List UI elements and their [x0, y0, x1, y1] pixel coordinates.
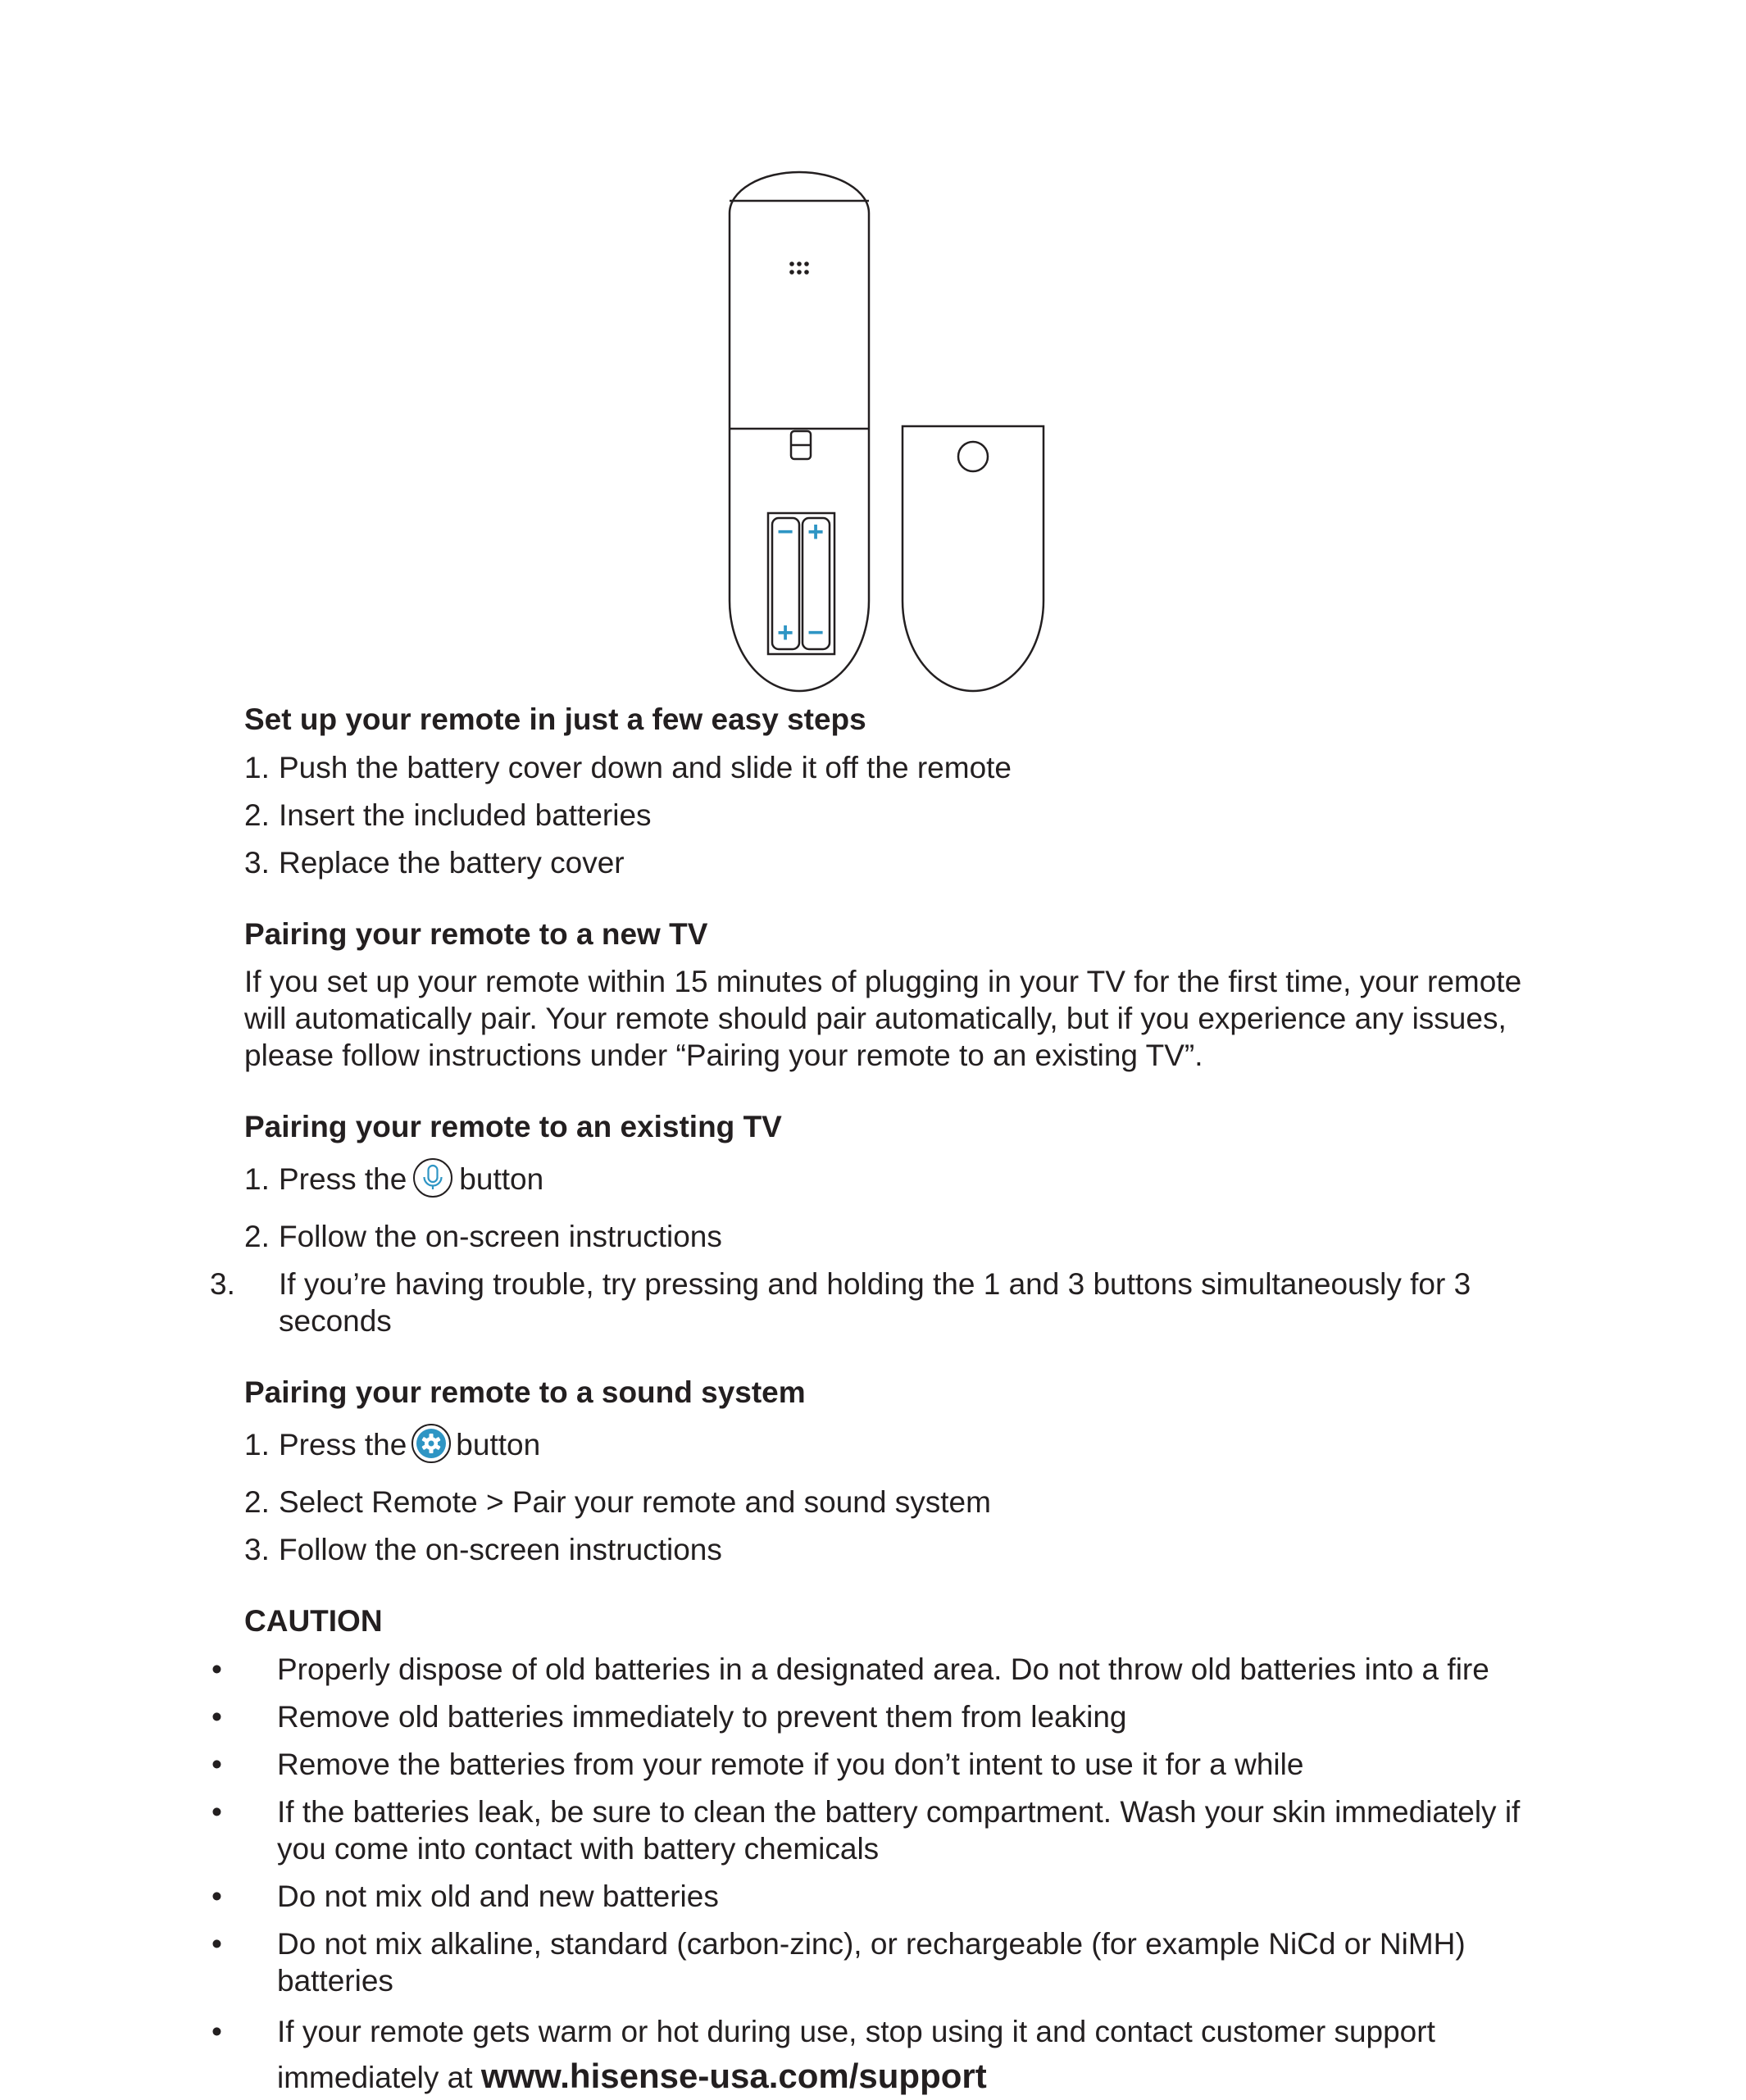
caution-item: • If the batteries leak, be sure to clean the battery compartment. Wash your skin immediately if you come into contact with battery chemicals — [211, 1795, 1521, 1866]
setup-step-3: 3. Replace the battery cover — [244, 846, 625, 880]
caution-section — [211, 1602, 1556, 2100]
sound-system-step-1: 1. Press the button — [244, 1422, 1556, 1473]
polarity-bottom-left: + — [777, 617, 793, 648]
caution-item: • Properly dispose of old batteries in a designated area. Do not throw old batteries into a fire — [211, 1652, 1489, 1686]
setup-step-1: 1. Push the battery cover down and slide it off the remote — [244, 751, 1012, 784]
caution-heading: CAUTION — [244, 1604, 383, 1638]
setup-heading: Set up your remote in just a few easy steps — [244, 702, 866, 736]
polarity-top-left: − — [777, 516, 793, 548]
existing-tv-step-2: 2. Follow the on-screen instructions — [244, 1220, 722, 1253]
polarity-bottom-right: − — [807, 617, 824, 648]
caution-item: • Remove the batteries from your remote if you don’t intent to use it for a while — [211, 1748, 1304, 1781]
sound-system-heading: Pairing your remote to a sound system — [244, 1375, 806, 1409]
existing-tv-heading: Pairing your remote to an existing TV — [244, 1110, 782, 1143]
setup-section — [244, 701, 1556, 881]
support-link[interactable]: www.hisense-usa.com/support — [480, 2057, 987, 2095]
caution-item: • Remove old batteries immediately to prevent them from leaking — [211, 1700, 1127, 1734]
existing-tv-step-3: 3. If you’re having trouble, try pressing and holding the 1 and 3 buttons simultaneously for 3 seconds — [210, 1267, 1471, 1338]
microphone-icon — [411, 1157, 454, 1207]
sound-system-step-3: 3. Follow the on-screen instructions — [244, 1533, 722, 1566]
caution-item: • Do not mix alkaline, standard (carbon-zinc), or rechargeable (for example NiCd or NiMH) batteries — [211, 1927, 1466, 1998]
caution-item-support: • If your remote gets warm or hot during use, stop using it and contact customer support immediately at www.hisense-usa.com/support — [211, 2015, 1435, 2095]
sound-system-section — [244, 1374, 1556, 1568]
existing-tv-section — [210, 1108, 1556, 1339]
polarity-top-right: + — [807, 516, 824, 548]
microphone-holes — [789, 261, 809, 275]
new-tv-paragraph: If you set up your remote within 15 minutes of plugging in your TV for the first time, your remote will automatically pair. Your remote should pair automatically, but if you experience any issues, please follow instructions under “Pairing your remote to an existing TV”. — [244, 965, 1522, 1072]
battery-cover — [903, 426, 1044, 691]
sound-system-step-2: 2. Select Remote > Pair your remote and sound system — [244, 1485, 991, 1519]
new-tv-heading: Pairing your remote to a new TV — [244, 917, 708, 951]
caution-item: • Do not mix old and new batteries — [211, 1880, 719, 1913]
remote-battery-illustration — [0, 0, 1746, 705]
cover-circle — [958, 442, 988, 471]
new-tv-section — [244, 916, 1556, 1074]
setup-step-2: 2. Insert the included batteries — [244, 798, 652, 832]
settings-gear-icon — [410, 1422, 452, 1473]
instructions — [210, 701, 1556, 2100]
existing-tv-step-1: 1. Press the button — [244, 1157, 1556, 1207]
